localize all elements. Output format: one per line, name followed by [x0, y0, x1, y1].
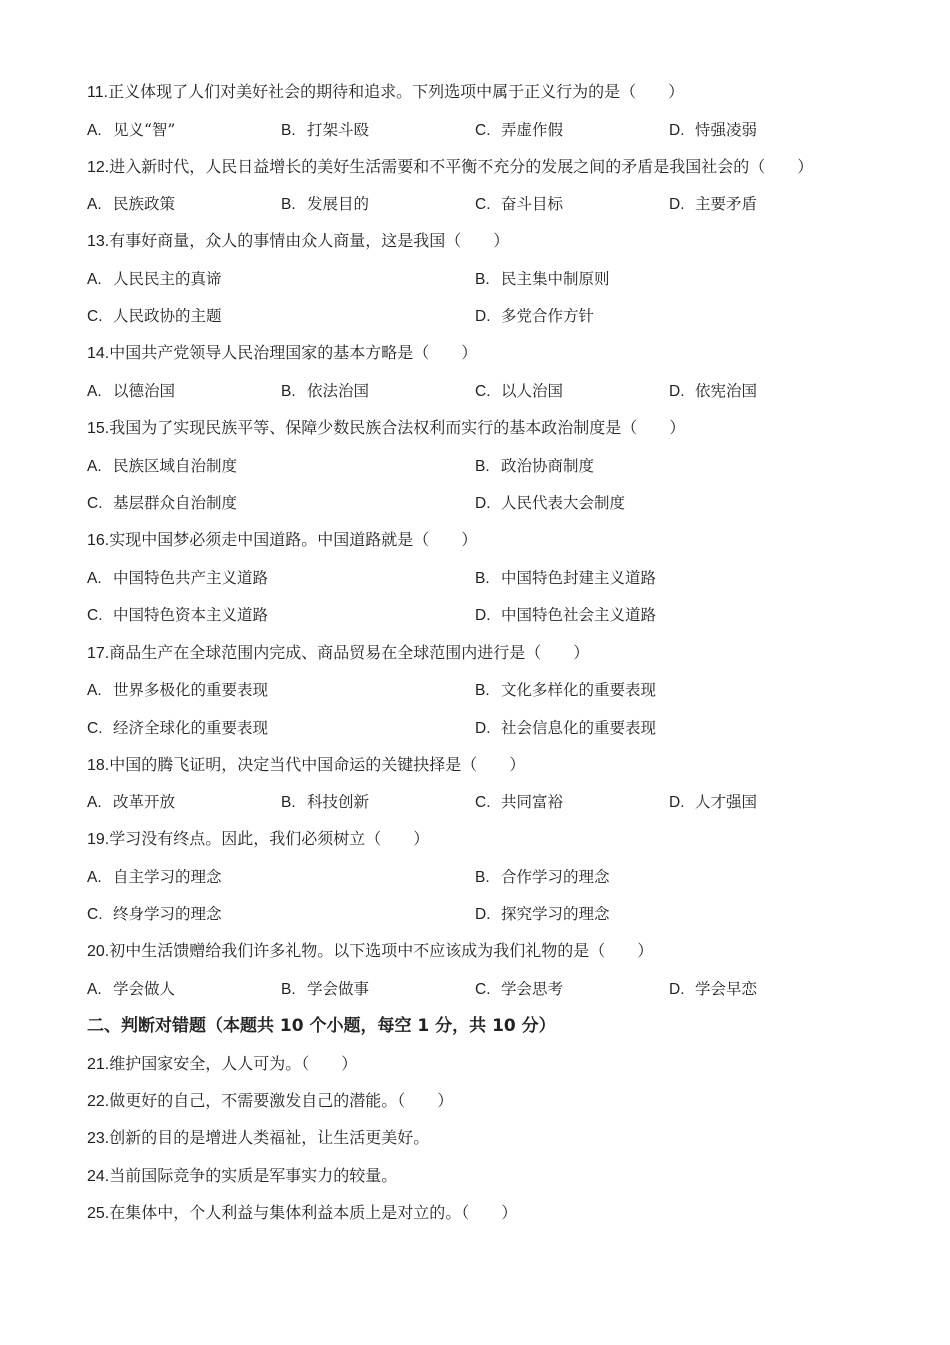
option-d	[669, 194, 757, 215]
option-letter: A.	[87, 869, 102, 886]
option-letter: C.	[87, 906, 103, 923]
question-text: 有事好商量，众人的事情由众人商量，这是我国（ ）	[109, 231, 510, 250]
option-letter: B.	[281, 981, 296, 998]
option-a	[87, 867, 222, 888]
option-text: 发展目的	[307, 195, 370, 213]
option-d	[669, 979, 757, 1000]
option-text: 中国特色社会主义道路	[501, 606, 657, 624]
question-number: 24.	[87, 1168, 110, 1185]
option-letter: A.	[87, 271, 102, 288]
option-letter: B.	[475, 682, 490, 699]
option-c	[87, 904, 222, 925]
question-20	[87, 941, 653, 962]
question-text: 进入新时代，人民日益增长的美好生活需要和不平衡不充分的发展之间的矛盾是我国社会的（ ）	[109, 157, 814, 176]
option-text: 科技创新	[307, 793, 370, 811]
question-12	[87, 157, 813, 178]
option-c	[475, 979, 563, 1000]
question-number: 22.	[87, 1093, 110, 1110]
option-text: 终身学习的理念	[113, 905, 222, 923]
option-c	[87, 605, 268, 626]
option-letter: B.	[281, 383, 296, 400]
option-c	[87, 306, 222, 327]
question-number: 20.	[87, 943, 110, 960]
option-letter: C.	[475, 122, 491, 139]
question-text: 中国共产党领导人民治理国家的基本方略是（ ）	[109, 343, 478, 362]
option-text: 世界多极化的重要表现	[113, 681, 269, 699]
question-17	[87, 643, 589, 664]
option-letter: C.	[87, 495, 103, 512]
option-text: 中国特色资本主义道路	[113, 606, 269, 624]
question-number: 19.	[87, 831, 110, 848]
option-b	[475, 680, 656, 701]
option-letter: C.	[475, 981, 491, 998]
option-letter: C.	[87, 720, 103, 737]
option-b	[281, 194, 369, 215]
option-letter: D.	[669, 196, 685, 213]
judgment-22	[87, 1091, 453, 1112]
question-number: 12.	[87, 159, 110, 176]
option-d	[669, 120, 757, 141]
question-16	[87, 530, 477, 551]
option-text: 人民民主的真谛	[113, 270, 222, 288]
question-number: 18.	[87, 757, 110, 774]
option-text: 民族区域自治制度	[113, 457, 238, 475]
option-letter: C.	[87, 607, 103, 624]
question-text: 初中生活馈赠给我们许多礼物。以下选项中不应该成为我们礼物的是（ ）	[109, 941, 654, 960]
option-d	[475, 306, 594, 327]
option-a	[87, 568, 268, 589]
option-text: 民主集中制原则	[501, 270, 610, 288]
question-text: 我国为了实现民族平等、保障少数民族合法权利而实行的基本政治制度是（ ）	[109, 418, 686, 437]
option-letter: D.	[475, 906, 491, 923]
question-number: 16.	[87, 532, 110, 549]
option-b	[281, 120, 369, 141]
option-text: 奋斗目标	[501, 195, 564, 213]
option-letter: B.	[281, 794, 296, 811]
option-text: 依宪治国	[695, 382, 758, 400]
option-letter: A.	[87, 570, 102, 587]
option-text: 共同富裕	[501, 793, 564, 811]
question-number: 11.	[87, 84, 109, 101]
option-letter: D.	[669, 383, 685, 400]
question-text: 当前国际竞争的实质是军事实力的较量。	[109, 1166, 398, 1185]
option-text: 自主学习的理念	[113, 868, 222, 886]
question-14	[87, 343, 477, 364]
option-text: 打架斗殴	[307, 121, 370, 139]
option-text: 文化多样化的重要表现	[501, 681, 657, 699]
question-text: 正义体现了人们对美好社会的期待和追求。下列选项中属于正义行为的是（ ）	[108, 82, 685, 101]
option-c	[475, 381, 563, 402]
option-letter: D.	[669, 794, 685, 811]
option-text: 民族政策	[113, 195, 176, 213]
option-text: 学会思考	[501, 980, 564, 998]
option-text: 经济全球化的重要表现	[113, 719, 269, 737]
option-letter: B.	[475, 458, 490, 475]
option-a	[87, 680, 268, 701]
option-letter: D.	[475, 495, 491, 512]
question-text: 实现中国梦必须走中国道路。中国道路就是（ ）	[109, 530, 478, 549]
section-heading: 二、判断对错题（本题共 10 个小题，每空 1 分，共 10 分）	[87, 1016, 556, 1036]
option-letter: B.	[475, 869, 490, 886]
option-a	[87, 456, 237, 477]
question-text: 在集体中，个人利益与集体利益本质上是对立的。（ ）	[109, 1203, 518, 1222]
option-d	[475, 605, 656, 626]
option-d	[475, 904, 610, 925]
judgment-21	[87, 1054, 357, 1075]
question-text: 做更好的自己，不需要激发自己的潜能。（ ）	[109, 1091, 454, 1110]
option-b	[475, 568, 656, 589]
option-text: 学会做事	[307, 980, 370, 998]
option-text: 改革开放	[113, 793, 176, 811]
option-text: 探究学习的理念	[501, 905, 610, 923]
question-11	[87, 82, 684, 103]
question-text: 商品生产在全球范围内完成、商品贸易在全球范围内进行是（ ）	[109, 643, 590, 662]
option-text: 以德治国	[113, 382, 176, 400]
option-letter: D.	[669, 122, 685, 139]
option-letter: A.	[87, 196, 102, 213]
option-d	[475, 718, 656, 739]
option-b	[281, 381, 369, 402]
option-letter: C.	[87, 308, 103, 325]
question-text: 中国的腾飞证明，决定当代中国命运的关键抉择是（ ）	[109, 755, 526, 774]
question-number: 23.	[87, 1130, 110, 1147]
option-text: 基层群众自治制度	[113, 494, 238, 512]
question-number: 17.	[87, 645, 110, 662]
option-text: 人民政协的主题	[113, 307, 222, 325]
option-letter: A.	[87, 383, 102, 400]
option-text: 学会做人	[113, 980, 176, 998]
question-number: 21.	[87, 1056, 110, 1073]
option-letter: A.	[87, 682, 102, 699]
option-text: 社会信息化的重要表现	[501, 719, 657, 737]
option-d	[669, 381, 757, 402]
option-text: 依法治国	[307, 382, 370, 400]
option-text: 合作学习的理念	[501, 868, 610, 886]
option-letter: D.	[475, 720, 491, 737]
question-13	[87, 231, 509, 252]
question-text: 创新的目的是增进人类福祉，让生活更美好。	[109, 1128, 430, 1147]
option-d	[669, 792, 757, 813]
option-text: 恃强凌弱	[695, 121, 758, 139]
question-18	[87, 755, 525, 776]
question-number: 15.	[87, 420, 110, 437]
option-text: 人民代表大会制度	[501, 494, 626, 512]
option-a	[87, 120, 175, 141]
option-letter: A.	[87, 458, 102, 475]
option-letter: D.	[475, 607, 491, 624]
option-text: 主要矛盾	[695, 195, 758, 213]
option-letter: D.	[475, 308, 491, 325]
option-letter: C.	[475, 196, 491, 213]
judgment-23	[87, 1128, 429, 1149]
option-b	[475, 867, 610, 888]
option-letter: C.	[475, 383, 491, 400]
judgment-24	[87, 1166, 397, 1187]
option-c	[475, 194, 563, 215]
question-number: 14.	[87, 345, 110, 362]
question-text: 学习没有终点。因此，我们必须树立（ ）	[109, 829, 430, 848]
option-text: 学会早恋	[695, 980, 758, 998]
option-text: 中国特色封建主义道路	[501, 569, 657, 587]
option-b	[475, 269, 610, 290]
option-c	[475, 120, 563, 141]
option-text: 中国特色共产主义道路	[113, 569, 269, 587]
option-b	[281, 792, 369, 813]
question-number: 13.	[87, 233, 110, 250]
option-text: 以人治国	[501, 382, 564, 400]
option-letter: A.	[87, 122, 102, 139]
option-a	[87, 194, 175, 215]
option-b	[475, 456, 594, 477]
option-letter: A.	[87, 981, 102, 998]
option-letter: C.	[475, 794, 491, 811]
option-text: 弄虚作假	[501, 121, 564, 139]
question-15	[87, 418, 685, 439]
option-letter: B.	[475, 570, 490, 587]
option-text: 政治协商制度	[501, 457, 595, 475]
option-letter: B.	[475, 271, 490, 288]
option-text: 人才强国	[695, 793, 758, 811]
option-letter: A.	[87, 794, 102, 811]
option-a	[87, 381, 175, 402]
option-a	[87, 792, 175, 813]
option-c	[87, 493, 237, 514]
option-a	[87, 269, 222, 290]
question-number: 25.	[87, 1205, 110, 1222]
option-letter: D.	[669, 981, 685, 998]
option-b	[281, 979, 369, 1000]
option-text: 多党合作方针	[501, 307, 595, 325]
option-letter: B.	[281, 196, 296, 213]
judgment-25	[87, 1203, 517, 1224]
option-letter: B.	[281, 122, 296, 139]
option-text: 见义“智”	[113, 121, 176, 139]
option-a	[87, 979, 175, 1000]
option-d	[475, 493, 625, 514]
question-text: 维护国家安全，人人可为。（ ）	[109, 1054, 358, 1073]
option-c	[475, 792, 563, 813]
question-19	[87, 829, 429, 850]
option-c	[87, 718, 268, 739]
